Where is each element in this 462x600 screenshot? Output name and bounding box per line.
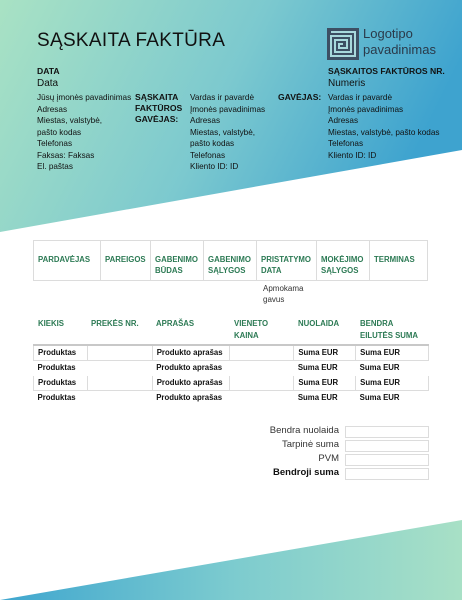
seller-block bbox=[37, 66, 131, 173]
header-seller: PARDAVĖJAS bbox=[34, 241, 101, 281]
cell-unit-price bbox=[229, 375, 294, 390]
cell-item-no bbox=[87, 390, 152, 405]
cell-description: Produkto aprašas bbox=[156, 363, 223, 372]
header-due-date: TERMINAS bbox=[370, 241, 428, 281]
cell-unit-price bbox=[229, 345, 294, 360]
ship-to-address: Vardas ir pavardė Įmonės pavadinimas Adresas Miestas, valstybė, pašto kodas Telefonas Kliento ID: ID bbox=[328, 93, 440, 160]
logo-name: Logotipo pavadinimas bbox=[363, 26, 436, 57]
cell-qty: Produktas bbox=[34, 375, 88, 390]
vat-label: PVM bbox=[318, 453, 339, 464]
cell-item-no bbox=[87, 375, 152, 390]
invoice-title: SĄSKAITA FAKTŪRA bbox=[37, 30, 226, 51]
date-label: DATA bbox=[37, 66, 60, 76]
items-header-discount: NUOLAIDA bbox=[298, 319, 340, 328]
subtotal-field[interactable] bbox=[345, 440, 429, 452]
cell-unit-price bbox=[229, 390, 294, 405]
cell-unit-price bbox=[229, 360, 294, 375]
cell-line-total: Suma EUR bbox=[359, 363, 400, 372]
header-shipping-method: GABENIMO BŪDAS bbox=[151, 241, 204, 281]
cell-line-total: Suma EUR bbox=[356, 375, 429, 390]
subtotal-label: Tarpinė suma bbox=[281, 439, 339, 450]
invoice-number-value: Numeris bbox=[328, 78, 366, 89]
payment-term-value: Apmokama gavus bbox=[263, 284, 304, 304]
invoice-to-address: Vardas ir pavardė Įmonės pavadinimas Adresas Miestas, valstybė, pašto kodas Telefonas Kliento ID: ID bbox=[190, 93, 266, 171]
vat-field[interactable] bbox=[345, 454, 429, 466]
cell-line-total: Suma EUR bbox=[356, 345, 429, 360]
total-discount-row bbox=[200, 425, 429, 437]
grand-total-field[interactable] bbox=[345, 468, 429, 480]
items-header-qty: KIEKIS bbox=[38, 319, 64, 328]
table-row bbox=[34, 375, 429, 390]
cell-qty: Produktas bbox=[37, 363, 76, 372]
cell-qty: Produktas bbox=[34, 345, 88, 360]
date-value: Data bbox=[37, 78, 59, 89]
header-delivery-date: PRISTATYMO DATA bbox=[257, 241, 317, 281]
grand-total-row bbox=[200, 467, 429, 479]
invoice-number-block bbox=[328, 66, 448, 161]
invoice-to-label: SĄSKAITA FAKTŪROS GAVĖJAS: bbox=[135, 92, 183, 124]
table-row bbox=[34, 390, 429, 405]
invoice-number-label: SĄSKAITOS FAKTŪROS NR. bbox=[328, 66, 445, 76]
cell-item-no bbox=[87, 345, 152, 360]
subtotal-row bbox=[200, 439, 429, 451]
items-header-description: APRAŠAS bbox=[156, 319, 195, 328]
cell-qty: Produktas bbox=[37, 393, 76, 402]
total-discount-label: Bendra nuolaida bbox=[269, 425, 339, 436]
logo-maze-icon bbox=[327, 28, 359, 60]
totals-block bbox=[200, 425, 429, 479]
header-position: PAREIGOS bbox=[101, 241, 151, 281]
grand-total-label: Bendroji suma bbox=[273, 467, 339, 478]
seller-address: Jūsų įmonės pavadinimas Adresas Miestas, valstybė, pašto kodas Telefonas Faksas: Faksas El. paštas bbox=[37, 93, 132, 171]
cell-description: Produkto aprašas bbox=[152, 345, 229, 360]
footer-gradient-background bbox=[0, 520, 462, 600]
items-header-unit-price: VIENETO KAINA bbox=[234, 319, 269, 340]
items-table bbox=[33, 344, 429, 406]
table-row bbox=[34, 360, 429, 375]
shipping-info-table bbox=[33, 240, 428, 281]
header-shipping-terms: GABENIMO SĄLYGOS bbox=[204, 241, 257, 281]
items-header-line-total: BENDRA EILUTĖS SUMA bbox=[360, 319, 419, 340]
vat-row bbox=[200, 453, 429, 465]
shipping-info-header-row bbox=[34, 241, 428, 281]
cell-discount: Suma EUR bbox=[297, 393, 338, 402]
ship-to-label: GAVĖJAS: bbox=[278, 92, 322, 102]
table-row bbox=[34, 345, 429, 360]
cell-discount: Suma EUR bbox=[294, 345, 356, 360]
cell-item-no bbox=[87, 360, 152, 375]
items-header-item-no: PREKĖS NR. bbox=[91, 319, 139, 328]
header-payment-terms: MOKĖJIMO SĄLYGOS bbox=[317, 241, 370, 281]
cell-line-total: Suma EUR bbox=[359, 393, 400, 402]
cell-discount: Suma EUR bbox=[294, 375, 356, 390]
cell-description: Produkto aprašas bbox=[152, 375, 229, 390]
total-discount-field[interactable] bbox=[345, 426, 429, 438]
cell-discount: Suma EUR bbox=[297, 363, 338, 372]
cell-description: Produkto aprašas bbox=[156, 393, 223, 402]
